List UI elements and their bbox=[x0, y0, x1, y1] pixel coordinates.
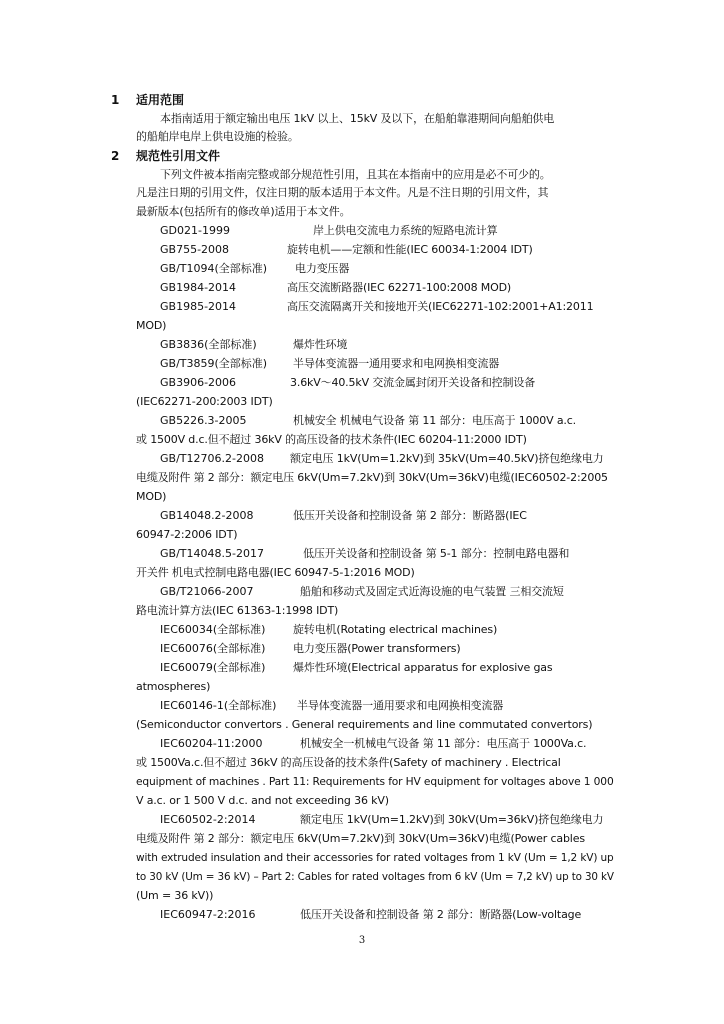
ref-code: GB14048.2-2008 bbox=[160, 509, 254, 522]
ref-continuation: 电缆及附件 第 2 部分：额定电压 6kV(Um=7.2kV)到 30kV(Um=36kV)电缆(IEC60502-2:2005 bbox=[136, 471, 608, 484]
ref-title: 爆炸性环境 bbox=[293, 338, 348, 351]
ref-code: GB1985-2014 bbox=[160, 300, 237, 313]
ref-code: IEC60502-2:2014 bbox=[160, 813, 256, 826]
body-line: 凡是注日期的引用文件，仅注日期的版本适用于本文件。凡是不注日期的引用文件，其 bbox=[136, 186, 549, 199]
ref-code: GB/T21066-2007 bbox=[160, 585, 254, 598]
ref-continuation: 开关件 机电式控制电路电器(IEC 60947-5-1:2016 MOD) bbox=[136, 566, 415, 579]
ref-code: GB5226.3-2005 bbox=[160, 414, 247, 427]
ref-continuation: 或 1500V d.c.但不超过 36kV 的高压设备的技术条件(IEC 60204-11:2000 IDT) bbox=[136, 433, 527, 446]
ref-title: 机械安全 机械电气设备 第 11 部分：电压高于 1000V a.c. bbox=[293, 414, 577, 427]
ref-title: 爆炸性环境(Electrical apparatus for explosive gas bbox=[293, 661, 553, 674]
ref-continuation: 电缆及附件 第 2 部分：额定电压 6kV(Um=7.2kV)到 30kV(Um=36kV)电缆(Power cables bbox=[136, 832, 585, 845]
ref-title: 额定电压 1kV(Um=1.2kV)到 35kV(Um=40.5kV)挤包绝缘电力 bbox=[290, 452, 604, 465]
body-line: 最新版本(包括所有的修改单)适用于本文件。 bbox=[136, 205, 351, 218]
ref-code: GB/T14048.5-2017 bbox=[160, 547, 264, 560]
section-number: 1 bbox=[111, 93, 120, 107]
ref-code: IEC60146-1(全部标准) bbox=[160, 699, 277, 712]
ref-continuation: (Um = 36 kV)) bbox=[136, 889, 214, 902]
ref-title: 船舶和移动式及固定式近海设施的电气装置 三相交流短 bbox=[300, 585, 564, 598]
ref-code: IEC60034(全部标准) bbox=[160, 623, 266, 636]
ref-code: GB755-2008 bbox=[160, 243, 230, 256]
ref-title: 半导体变流器一通用要求和电网换相变流器 bbox=[293, 357, 500, 370]
ref-title: 高压交流断路器(IEC 62271-100:2008 MOD) bbox=[287, 281, 512, 294]
ref-continuation: 60947-2:2006 IDT) bbox=[136, 528, 238, 541]
ref-title: 高压交流隔离开关和接地开关(IEC62271-102:2001+A1:2011 bbox=[287, 300, 594, 313]
ref-continuation: V a.c. or 1 500 V d.c. and not exceeding 36 kV) bbox=[136, 794, 389, 807]
ref-code: GB/T3859(全部标准) bbox=[160, 357, 268, 370]
ref-title: 3.6kV～40.5kV 交流金属封闭开关设备和控制设备 bbox=[290, 376, 536, 389]
ref-continuation: atmospheres) bbox=[136, 680, 211, 693]
ref-title: 岸上供电交流电力系统的短路电流计算 bbox=[313, 224, 498, 237]
ref-title: 低压开关设备和控制设备 第 2 部分：断路器(Low-voltage bbox=[300, 908, 582, 921]
body-line: 下列文件被本指南完整或部分规范性引用，且其在本指南中的应用是必不可少的。 bbox=[160, 168, 551, 181]
ref-code: IEC60204-11:2000 bbox=[160, 737, 263, 750]
body-line: 本指南适用于额定输出电压 1kV 以上、15kV 及以下，在船舶靠港期间向船舶供电 bbox=[160, 112, 555, 125]
ref-title: 机械安全一机械电气设备 第 11 部分：电压高于 1000Va.c. bbox=[300, 737, 587, 750]
ref-code: GB/T12706.2-2008 bbox=[160, 452, 264, 465]
ref-title: 低压开关设备和控制设备 第 5-1 部分：控制电路电器和 bbox=[303, 547, 570, 560]
ref-continuation: with extruded insulation and their accessories for rated voltages from 1 kV (Um = 1,2 kV) up bbox=[136, 851, 614, 864]
ref-code: IEC60079(全部标准) bbox=[160, 661, 266, 674]
section-title: 规范性引用文件 bbox=[136, 149, 221, 163]
ref-continuation: (Semiconductor convertors . General requirements and line commutated convertors) bbox=[136, 718, 593, 731]
ref-code: IEC60947-2:2016 bbox=[160, 908, 256, 921]
ref-code: GB3906-2006 bbox=[160, 376, 237, 389]
ref-code: GD021-1999 bbox=[160, 224, 230, 237]
section-number: 2 bbox=[111, 149, 120, 163]
ref-continuation: to 30 kV (Um = 36 kV) – Part 2: Cables for rated voltages from 6 kV (Um = 7,2 kV) up to 30 kV bbox=[136, 870, 614, 883]
ref-continuation: 路电流计算方法(IEC 61363-1:1998 IDT) bbox=[136, 604, 339, 617]
ref-continuation: 或 1500Va.c.但不超过 36kV 的高压设备的技术条件(Safety of machinery . Electrical bbox=[136, 756, 561, 769]
ref-title: 额定电压 1kV(Um=1.2kV)到 30kV(Um=36kV)挤包绝缘电力 bbox=[300, 813, 604, 826]
section-title: 适用范围 bbox=[136, 93, 185, 107]
ref-continuation: (IEC62271-200:2003 IDT) bbox=[136, 395, 273, 408]
ref-code: GB1984-2014 bbox=[160, 281, 237, 294]
body-line: 的船舶岸电岸上供电设施的检验。 bbox=[136, 130, 299, 143]
ref-continuation: MOD) bbox=[136, 490, 167, 503]
ref-title: 旋转电机(Rotating electrical machines) bbox=[293, 623, 498, 636]
ref-title: 电力变压器 bbox=[295, 262, 350, 275]
ref-title: 电力变压器(Power transformers) bbox=[293, 642, 461, 655]
ref-title: 半导体变流器一通用要求和电网换相变流器 bbox=[297, 699, 504, 712]
ref-continuation: equipment of machines . Part 11: Requirements for HV equipment for voltages above 1 000 bbox=[136, 775, 614, 788]
page-number: 3 bbox=[358, 935, 366, 946]
ref-code: IEC60076(全部标准) bbox=[160, 642, 266, 655]
ref-title: 旋转电机——定额和性能(IEC 60034-1:2004 IDT) bbox=[287, 243, 533, 256]
ref-title: 低压开关设备和控制设备 第 2 部分：断路器(IEC bbox=[293, 509, 527, 522]
ref-code: GB/T1094(全部标准) bbox=[160, 262, 268, 275]
ref-code: GB3836(全部标准) bbox=[160, 338, 257, 351]
ref-continuation: MOD) bbox=[136, 319, 167, 332]
